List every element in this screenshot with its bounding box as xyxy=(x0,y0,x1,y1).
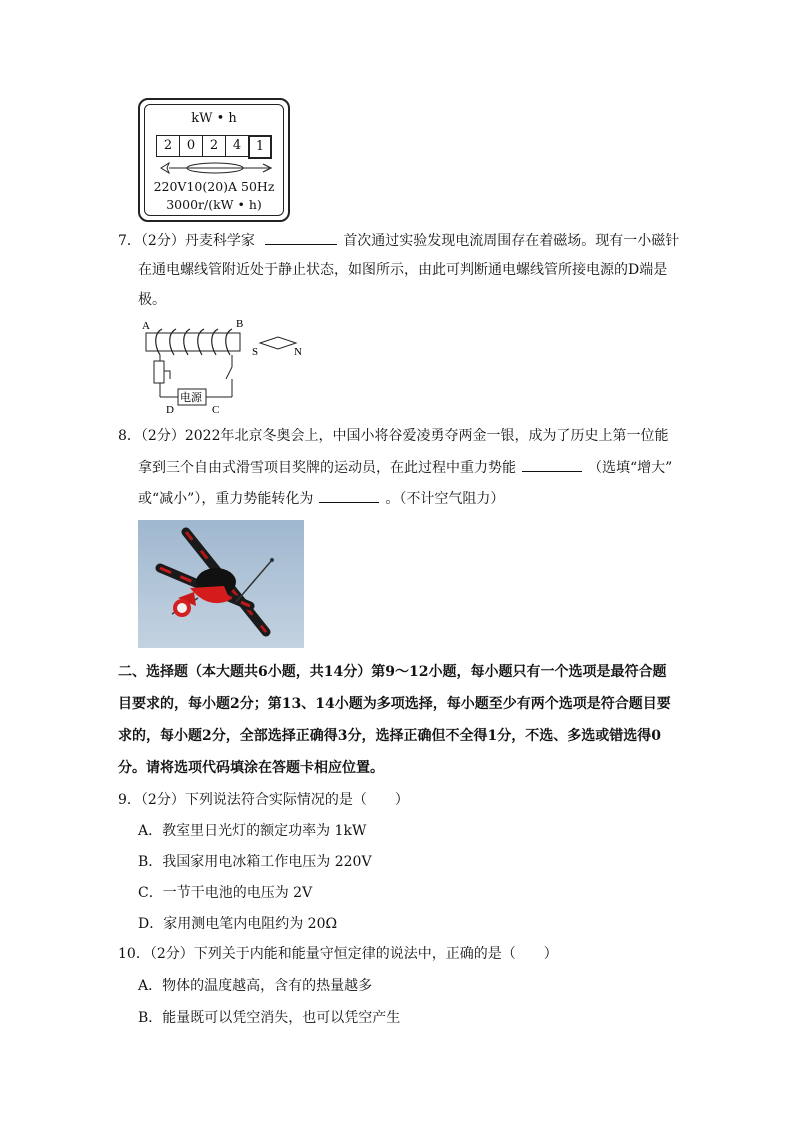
label-a: A xyxy=(142,320,150,332)
q9-option-d[interactable]: D．家用测电笔内电阻约为 20Ω xyxy=(138,916,338,932)
q8-line2-text-a: 拿到三个自由式滑雪项目奖牌的运动员，在此过程中重力势能 xyxy=(138,460,516,476)
q7-points: （2分） xyxy=(140,233,185,249)
q7-line-1 xyxy=(118,230,679,251)
meter-spec-constant: 3000r/(kW • h) xyxy=(166,197,262,212)
q7-text-b: 首次通过实验发现电流周围存在着磁场。现有一小磁针 xyxy=(343,233,680,249)
q10-stem: 10．（2分）下列关于内能和能量守恒定律的说法中，正确的是（ ） xyxy=(118,946,558,962)
label-b: B xyxy=(236,318,244,330)
q10-option-a[interactable]: A．物体的温度越高，含有的热量越多 xyxy=(138,978,373,994)
meter-digits xyxy=(156,135,272,159)
q8-line-1 xyxy=(118,426,668,446)
q8-line1-text: 2022年北京冬奥会上，中国小将谷爱凌勇夺两金一银，成为了历史上第一位能 xyxy=(184,428,669,444)
section2-line-2: 目要求的，每小题2分；第13、14小题为多项选择，每小题至少有两个选项是符合题目要 xyxy=(118,696,671,712)
magnetic-needle-icon xyxy=(260,337,296,349)
skier-photo xyxy=(138,520,304,648)
q8-answer-blank-1[interactable] xyxy=(522,457,582,472)
q7-answer-blank[interactable] xyxy=(265,230,337,245)
q9-stem: 9．（2分）下列说法符合实际情况的是（ ） xyxy=(118,792,409,808)
q10-option-b[interactable]: B．能量既可以凭空消失，也可以凭空产生 xyxy=(138,1010,401,1026)
meter-dial-arrow-icon xyxy=(159,161,275,175)
power-source-label: 电源 xyxy=(180,391,202,404)
meter-digit: 2 xyxy=(202,135,225,157)
meter-unit: kW • h xyxy=(191,111,237,126)
q9-option-c[interactable]: C．一节干电池的电压为 2V xyxy=(138,885,313,901)
q7-number: 7． xyxy=(118,233,141,249)
meter-inner-frame xyxy=(144,104,284,216)
meter-digit: 2 xyxy=(156,135,179,157)
q8-answer-blank-2[interactable] xyxy=(319,488,379,503)
meter-digit: 4 xyxy=(225,135,248,157)
q8-line-3 xyxy=(138,488,504,509)
meter-digit: 0 xyxy=(179,135,202,157)
q9-option-b[interactable]: B．我国家用电冰箱工作电压为 220V xyxy=(138,854,372,870)
q8-line3-text-a: 或“减小”），重力势能转化为 xyxy=(138,491,314,507)
section2-line-4: 分。请将选项代码填涂在答题卡相应位置。 xyxy=(118,760,384,776)
section2-line-1: 二、选择题（本大题共6小题，共14分）第9～12小题，每小题只有一个选项是最符合题 xyxy=(118,664,667,680)
q8-line2-text-b: （选填“增大” xyxy=(588,460,673,476)
q7-line-3: 极。 xyxy=(138,292,166,308)
section2-line-3: 求的，每小题2分，全部选择正确得3分，选择正确但不全得1分，不选、多选或错选得0 xyxy=(118,728,661,744)
q8-line3-text-b: 。（不计空气阻力） xyxy=(385,491,505,507)
q8-number: 8． xyxy=(118,428,141,444)
label-s: S xyxy=(252,346,259,358)
solenoid-circuit-figure xyxy=(140,315,320,415)
label-d: D xyxy=(166,404,174,415)
q7-line-2: 在通电螺线管附近处于静止状态，如图所示，由此可判断通电螺线管所接电源的D端是 xyxy=(138,262,668,278)
meter-spec-rating: 220V10(20)A 50Hz xyxy=(153,179,275,194)
label-c: C xyxy=(212,404,220,415)
q8-line-2 xyxy=(138,457,672,478)
q9-option-a[interactable]: A．教室里日光灯的额定功率为 1kW xyxy=(138,823,367,839)
label-n: N xyxy=(294,346,302,358)
q7-text-a: 丹麦科学家 xyxy=(184,233,255,249)
skier-illustration xyxy=(138,520,304,648)
q8-points: （2分） xyxy=(140,428,185,444)
electric-meter-figure xyxy=(138,98,290,222)
meter-digit-decimal: 1 xyxy=(248,135,272,159)
